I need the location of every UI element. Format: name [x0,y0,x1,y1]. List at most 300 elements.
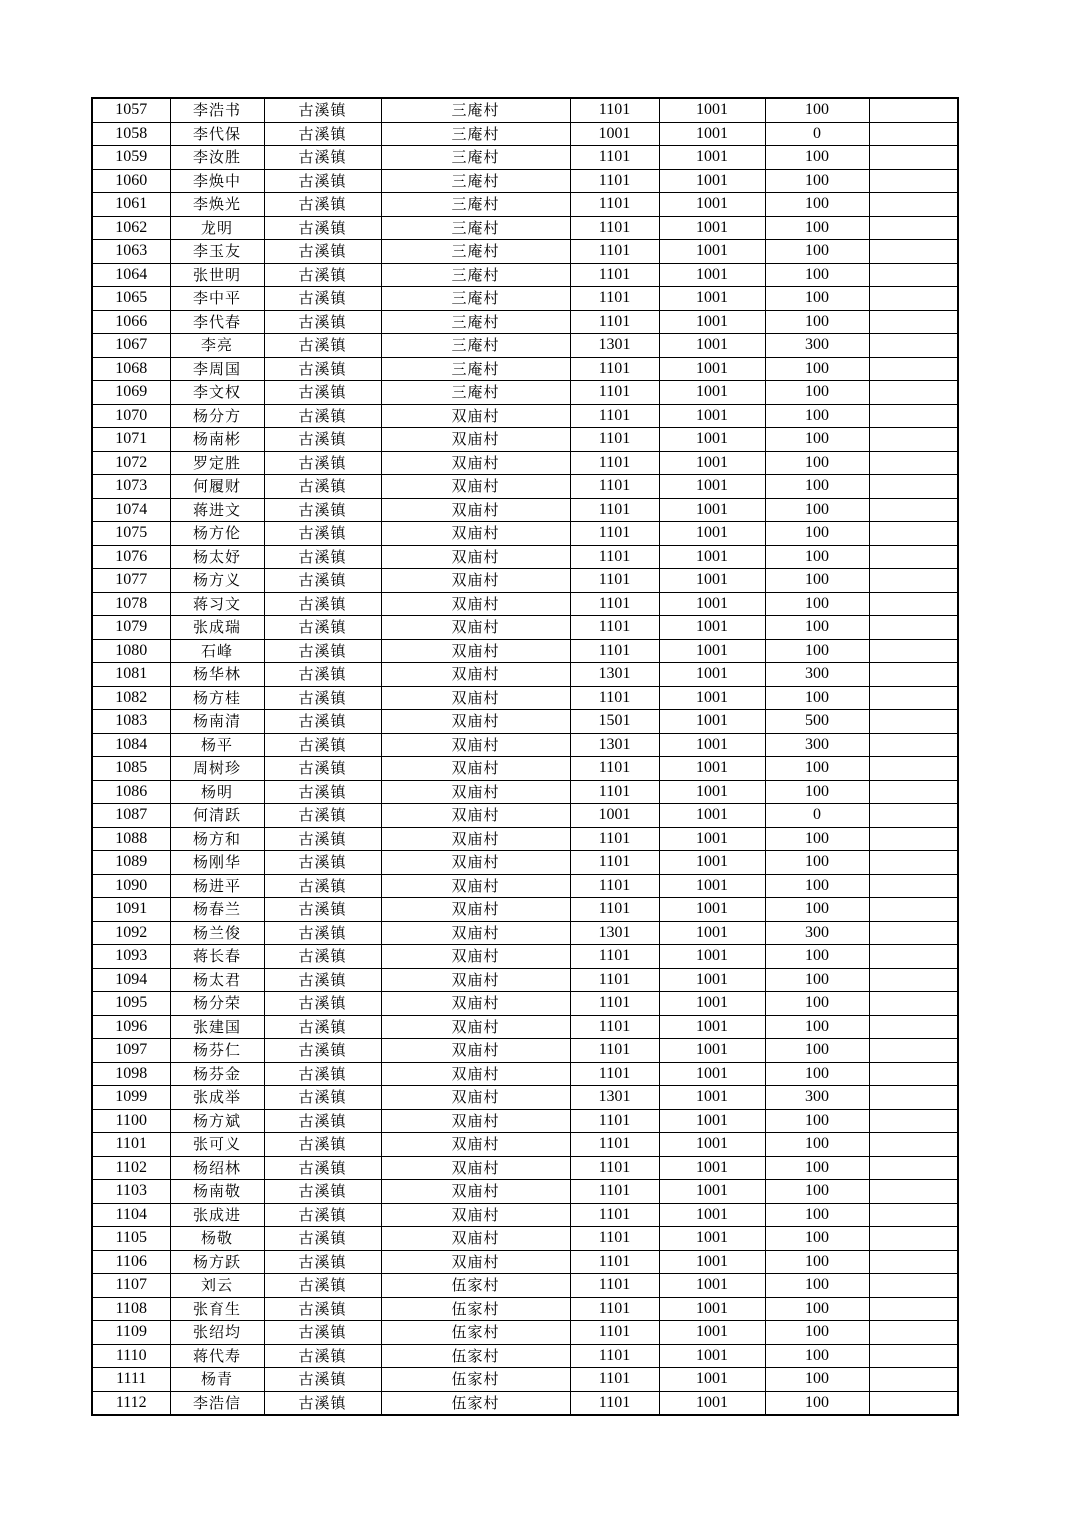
code-a-cell: 1301 [570,733,659,757]
code-b-cell: 1001 [659,216,765,240]
table-row [92,287,958,311]
row-number-cell: 1082 [92,686,170,710]
code-b-cell: 1001 [659,1180,765,1204]
amount-cell: 100 [765,263,869,287]
amount-cell: 100 [765,1250,869,1274]
row-number-cell: 1103 [92,1180,170,1204]
code-a-cell: 1101 [570,827,659,851]
remark-cell [869,1086,958,1110]
code-a-cell: 1101 [570,1250,659,1274]
remark-cell [869,310,958,334]
remark-cell [869,428,958,452]
person-name-cell: 蒋代寿 [170,1344,264,1368]
remark-cell [869,193,958,217]
remark-cell [869,851,958,875]
code-b-cell: 1001 [659,686,765,710]
amount-cell: 0 [765,122,869,146]
village-name-cell: 三庵村 [381,310,570,334]
remark-cell [869,898,958,922]
person-name-cell: 李代春 [170,310,264,334]
table-row [92,1250,958,1274]
row-number-cell: 1063 [92,240,170,264]
town-name-cell: 古溪镇 [264,1039,381,1063]
village-name-cell: 双庙村 [381,1086,570,1110]
person-name-cell: 杨方伦 [170,522,264,546]
remark-cell [869,1321,958,1345]
person-name-cell: 张世明 [170,263,264,287]
row-number-cell: 1059 [92,146,170,170]
table-row [92,404,958,428]
remark-cell [869,757,958,781]
row-number-cell: 1060 [92,169,170,193]
row-number-cell: 1074 [92,498,170,522]
row-number-cell: 1085 [92,757,170,781]
person-name-cell: 张建国 [170,1015,264,1039]
row-number-cell: 1066 [92,310,170,334]
village-name-cell: 伍家村 [381,1321,570,1345]
table-row [92,804,958,828]
village-name-cell: 双庙村 [381,639,570,663]
table-row [92,921,958,945]
person-name-cell: 杨敬 [170,1227,264,1251]
row-number-cell: 1105 [92,1227,170,1251]
person-name-cell: 杨刚华 [170,851,264,875]
code-a-cell: 1101 [570,522,659,546]
village-name-cell: 三庵村 [381,193,570,217]
table-row [92,263,958,287]
table-row [92,1109,958,1133]
row-number-cell: 1061 [92,193,170,217]
person-name-cell: 罗定胜 [170,451,264,475]
code-b-cell: 1001 [659,804,765,828]
code-b-cell: 1001 [659,545,765,569]
row-number-cell: 1087 [92,804,170,828]
table-row [92,1368,958,1392]
amount-cell: 100 [765,240,869,264]
village-name-cell: 双庙村 [381,827,570,851]
code-b-cell: 1001 [659,992,765,1016]
remark-cell [869,498,958,522]
code-b-cell: 1001 [659,1039,765,1063]
code-a-cell: 1101 [570,263,659,287]
village-name-cell: 双庙村 [381,1039,570,1063]
town-name-cell: 古溪镇 [264,1344,381,1368]
remark-cell [869,921,958,945]
person-name-cell: 杨兰俊 [170,921,264,945]
village-name-cell: 双庙村 [381,428,570,452]
person-name-cell: 杨方义 [170,569,264,593]
row-number-cell: 1062 [92,216,170,240]
table-row [92,1015,958,1039]
village-name-cell: 双庙村 [381,921,570,945]
row-number-cell: 1079 [92,616,170,640]
village-name-cell: 伍家村 [381,1297,570,1321]
table-row [92,240,958,264]
remark-cell [869,1062,958,1086]
code-a-cell: 1101 [570,968,659,992]
table-row [92,710,958,734]
person-name-cell: 杨太君 [170,968,264,992]
town-name-cell: 古溪镇 [264,428,381,452]
table-row [92,898,958,922]
town-name-cell: 古溪镇 [264,1015,381,1039]
code-b-cell: 1001 [659,1391,765,1415]
row-number-cell: 1065 [92,287,170,311]
village-name-cell: 双庙村 [381,710,570,734]
code-a-cell: 1101 [570,193,659,217]
code-a-cell: 1101 [570,475,659,499]
code-a-cell: 1101 [570,1156,659,1180]
town-name-cell: 古溪镇 [264,757,381,781]
village-name-cell: 双庙村 [381,992,570,1016]
person-name-cell: 杨春兰 [170,898,264,922]
table-row [92,475,958,499]
amount-cell: 100 [765,757,869,781]
amount-cell: 100 [765,592,869,616]
table-row [92,451,958,475]
remark-cell [869,451,958,475]
amount-cell: 100 [765,780,869,804]
row-number-cell: 1088 [92,827,170,851]
town-name-cell: 古溪镇 [264,169,381,193]
remark-cell [869,545,958,569]
town-name-cell: 古溪镇 [264,827,381,851]
amount-cell: 100 [765,1180,869,1204]
amount-cell: 100 [765,569,869,593]
person-name-cell: 杨芬金 [170,1062,264,1086]
code-a-cell: 1101 [570,1203,659,1227]
remark-cell [869,616,958,640]
code-b-cell: 1001 [659,193,765,217]
code-b-cell: 1001 [659,663,765,687]
town-name-cell: 古溪镇 [264,1250,381,1274]
village-name-cell: 双庙村 [381,1227,570,1251]
town-name-cell: 古溪镇 [264,334,381,358]
code-b-cell: 1001 [659,263,765,287]
town-name-cell: 古溪镇 [264,921,381,945]
village-name-cell: 双庙村 [381,1133,570,1157]
code-a-cell: 1301 [570,921,659,945]
table-row [92,874,958,898]
code-a-cell: 1101 [570,357,659,381]
person-name-cell: 蒋进文 [170,498,264,522]
code-a-cell: 1101 [570,1133,659,1157]
row-number-cell: 1107 [92,1274,170,1298]
table-row [92,1133,958,1157]
remark-cell [869,1227,958,1251]
remark-cell [869,663,958,687]
remark-cell [869,639,958,663]
person-name-cell: 蒋长春 [170,945,264,969]
person-name-cell: 龙明 [170,216,264,240]
person-name-cell: 李文权 [170,381,264,405]
code-b-cell: 1001 [659,169,765,193]
remark-cell [869,216,958,240]
row-number-cell: 1083 [92,710,170,734]
table-row [92,1156,958,1180]
code-a-cell: 1101 [570,310,659,334]
town-name-cell: 古溪镇 [264,475,381,499]
person-name-cell: 杨绍林 [170,1156,264,1180]
amount-cell: 100 [765,1274,869,1298]
row-number-cell: 1099 [92,1086,170,1110]
town-name-cell: 古溪镇 [264,263,381,287]
person-name-cell: 李汝胜 [170,146,264,170]
town-name-cell: 古溪镇 [264,522,381,546]
remark-cell [869,287,958,311]
table-row [92,757,958,781]
row-number-cell: 1086 [92,780,170,804]
amount-cell: 100 [765,827,869,851]
code-a-cell: 1101 [570,851,659,875]
town-name-cell: 古溪镇 [264,498,381,522]
code-b-cell: 1001 [659,122,765,146]
code-b-cell: 1001 [659,1086,765,1110]
village-name-cell: 三庵村 [381,240,570,264]
code-b-cell: 1001 [659,240,765,264]
code-a-cell: 1301 [570,663,659,687]
person-name-cell: 刘云 [170,1274,264,1298]
row-number-cell: 1092 [92,921,170,945]
code-a-cell: 1101 [570,240,659,264]
table-row [92,992,958,1016]
village-name-cell: 双庙村 [381,874,570,898]
row-number-cell: 1093 [92,945,170,969]
code-b-cell: 1001 [659,287,765,311]
row-number-cell: 1112 [92,1391,170,1415]
person-name-cell: 杨分荣 [170,992,264,1016]
table-row [92,122,958,146]
table-row [92,1227,958,1251]
amount-cell: 100 [765,851,869,875]
remark-cell [869,1039,958,1063]
remark-cell [869,827,958,851]
table-row [92,169,958,193]
remark-cell [869,780,958,804]
table-row [92,827,958,851]
row-number-cell: 1111 [92,1368,170,1392]
town-name-cell: 古溪镇 [264,1391,381,1415]
code-a-cell: 1101 [570,428,659,452]
code-b-cell: 1001 [659,780,765,804]
town-name-cell: 古溪镇 [264,1368,381,1392]
person-name-cell: 何履财 [170,475,264,499]
code-b-cell: 1001 [659,1250,765,1274]
remark-cell [869,381,958,405]
village-name-cell: 双庙村 [381,733,570,757]
row-number-cell: 1101 [92,1133,170,1157]
village-name-cell: 双庙村 [381,686,570,710]
village-name-cell: 双庙村 [381,851,570,875]
town-name-cell: 古溪镇 [264,357,381,381]
town-name-cell: 古溪镇 [264,592,381,616]
town-name-cell: 古溪镇 [264,1297,381,1321]
code-b-cell: 1001 [659,968,765,992]
village-name-cell: 双庙村 [381,475,570,499]
code-a-cell: 1101 [570,1368,659,1392]
amount-cell: 100 [765,475,869,499]
table-row [92,1344,958,1368]
table-row [92,357,958,381]
code-b-cell: 1001 [659,733,765,757]
village-name-cell: 三庵村 [381,98,570,122]
code-a-cell: 1101 [570,780,659,804]
table-row [92,1062,958,1086]
row-number-cell: 1106 [92,1250,170,1274]
code-a-cell: 1101 [570,592,659,616]
row-number-cell: 1069 [92,381,170,405]
person-name-cell: 张绍均 [170,1321,264,1345]
code-a-cell: 1101 [570,992,659,1016]
amount-cell: 300 [765,334,869,358]
village-name-cell: 双庙村 [381,968,570,992]
amount-cell: 100 [765,1062,869,1086]
code-a-cell: 1101 [570,1015,659,1039]
village-name-cell: 伍家村 [381,1391,570,1415]
town-name-cell: 古溪镇 [264,663,381,687]
amount-cell: 100 [765,545,869,569]
table-row [92,686,958,710]
remark-cell [869,169,958,193]
table-row [92,733,958,757]
town-name-cell: 古溪镇 [264,98,381,122]
amount-cell: 100 [765,968,869,992]
person-name-cell: 石峰 [170,639,264,663]
village-name-cell: 双庙村 [381,522,570,546]
person-name-cell: 蒋习文 [170,592,264,616]
amount-cell: 100 [765,381,869,405]
code-a-cell: 1101 [570,874,659,898]
person-name-cell: 杨华林 [170,663,264,687]
remark-cell [869,98,958,122]
code-b-cell: 1001 [659,334,765,358]
code-b-cell: 1001 [659,98,765,122]
amount-cell: 100 [765,1015,869,1039]
remark-cell [869,1368,958,1392]
code-b-cell: 1001 [659,522,765,546]
town-name-cell: 古溪镇 [264,1086,381,1110]
remark-cell [869,1297,958,1321]
remark-cell [869,592,958,616]
code-a-cell: 1101 [570,404,659,428]
person-name-cell: 李中平 [170,287,264,311]
row-number-cell: 1100 [92,1109,170,1133]
amount-cell: 100 [765,1039,869,1063]
person-name-cell: 杨南敬 [170,1180,264,1204]
code-b-cell: 1001 [659,921,765,945]
town-name-cell: 古溪镇 [264,146,381,170]
village-name-cell: 双庙村 [381,498,570,522]
remark-cell [869,263,958,287]
remark-cell [869,710,958,734]
table-row [92,428,958,452]
table-row [92,381,958,405]
village-name-cell: 三庵村 [381,169,570,193]
code-b-cell: 1001 [659,874,765,898]
town-name-cell: 古溪镇 [264,945,381,969]
code-a-cell: 1101 [570,1062,659,1086]
table-row [92,968,958,992]
amount-cell: 300 [765,1086,869,1110]
person-name-cell: 杨方斌 [170,1109,264,1133]
amount-cell: 100 [765,404,869,428]
person-name-cell: 李焕光 [170,193,264,217]
village-name-cell: 双庙村 [381,1180,570,1204]
amount-cell: 100 [765,1133,869,1157]
village-name-cell: 三庵村 [381,263,570,287]
amount-cell: 0 [765,804,869,828]
remark-cell [869,357,958,381]
table-row [92,193,958,217]
remark-cell [869,1156,958,1180]
remark-cell [869,1203,958,1227]
remark-cell [869,945,958,969]
row-number-cell: 1075 [92,522,170,546]
amount-cell: 100 [765,1344,869,1368]
amount-cell: 300 [765,663,869,687]
code-b-cell: 1001 [659,616,765,640]
remark-cell [869,804,958,828]
person-name-cell: 李周国 [170,357,264,381]
amount-cell: 100 [765,428,869,452]
remark-cell [869,240,958,264]
village-name-cell: 双庙村 [381,1250,570,1274]
remark-cell [869,1250,958,1274]
code-b-cell: 1001 [659,1274,765,1298]
code-a-cell: 1101 [570,1274,659,1298]
table-row [92,780,958,804]
code-b-cell: 1001 [659,498,765,522]
row-number-cell: 1068 [92,357,170,381]
person-name-cell: 张成进 [170,1203,264,1227]
code-b-cell: 1001 [659,1227,765,1251]
amount-cell: 100 [765,1109,869,1133]
village-name-cell: 双庙村 [381,757,570,781]
amount-cell: 100 [765,1203,869,1227]
table-row [92,216,958,240]
amount-cell: 100 [765,451,869,475]
table-row [92,498,958,522]
remark-cell [869,569,958,593]
code-a-cell: 1101 [570,898,659,922]
village-name-cell: 双庙村 [381,898,570,922]
amount-cell: 100 [765,639,869,663]
village-name-cell: 双庙村 [381,451,570,475]
village-name-cell: 三庵村 [381,216,570,240]
code-b-cell: 1001 [659,381,765,405]
code-a-cell: 1101 [570,1109,659,1133]
town-name-cell: 古溪镇 [264,1274,381,1298]
town-name-cell: 古溪镇 [264,1180,381,1204]
town-name-cell: 古溪镇 [264,451,381,475]
code-b-cell: 1001 [659,451,765,475]
amount-cell: 100 [765,1156,869,1180]
amount-cell: 100 [765,287,869,311]
code-a-cell: 1101 [570,498,659,522]
amount-cell: 100 [765,193,869,217]
remark-cell [869,334,958,358]
village-name-cell: 三庵村 [381,146,570,170]
amount-cell: 100 [765,98,869,122]
row-number-cell: 1073 [92,475,170,499]
person-name-cell: 杨南清 [170,710,264,734]
code-a-cell: 1101 [570,1297,659,1321]
remark-cell [869,1133,958,1157]
remark-cell [869,1180,958,1204]
remark-cell [869,874,958,898]
town-name-cell: 古溪镇 [264,851,381,875]
table-row [92,1274,958,1298]
